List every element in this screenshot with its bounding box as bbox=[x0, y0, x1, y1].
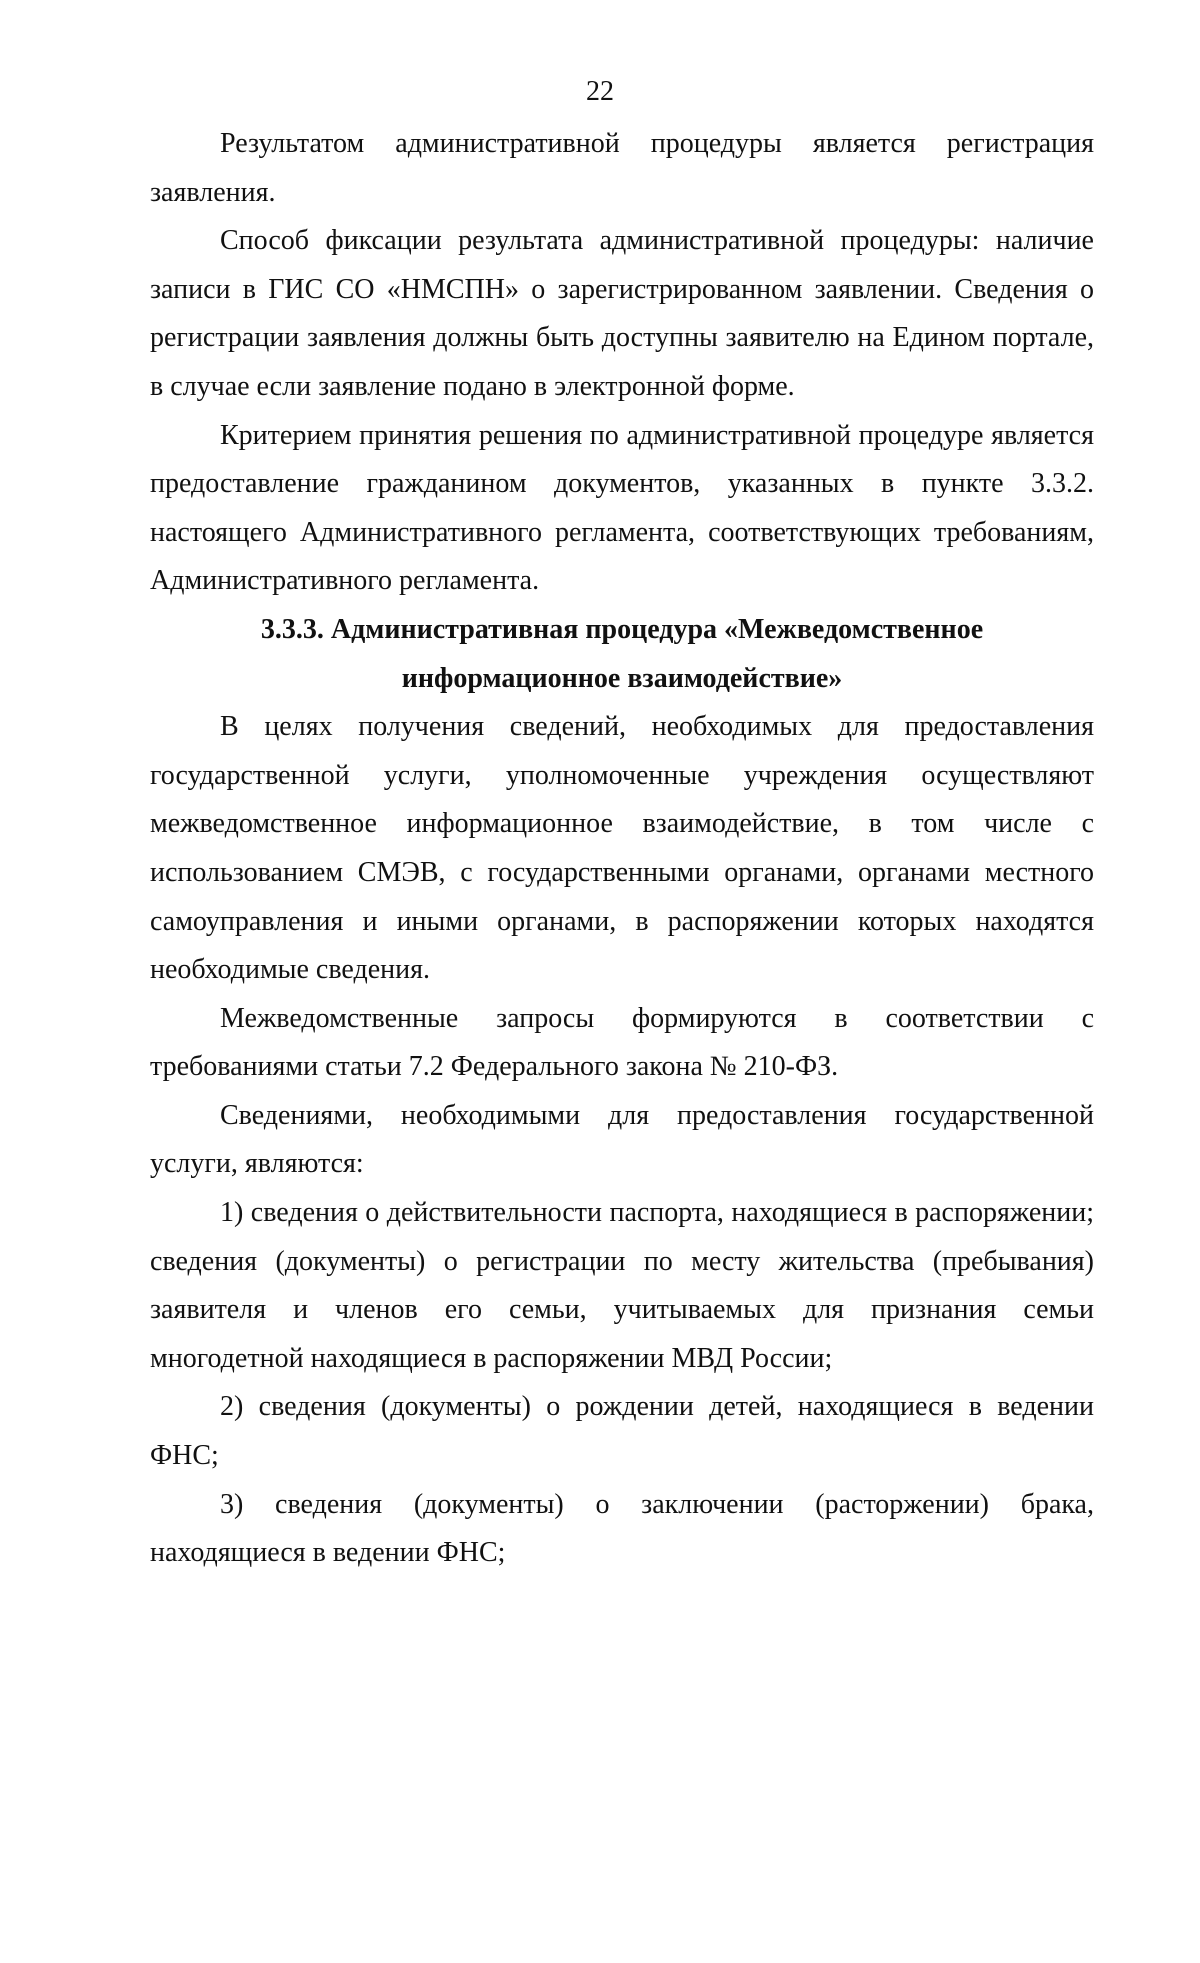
paragraph-interagency-requests: Межведомственные запросы формируются в соответствии с требованиями статьи 7.2 Федерального закона № 210-ФЗ. bbox=[150, 1002, 1094, 1083]
paragraph-interagency-purpose: В целях получения сведений, необходимых для предоставления государственной услуги, уполномоченные учреждения осуществляют межведомственное информационное взаимодействие, в том числе с использованием СМЭВ, с государственными органами, органами местного самоуправления и иными органами, в распоряжении которых находятся необходимые сведения. bbox=[150, 711, 1094, 986]
paragraph-required-info-intro: Сведениями, необходимыми для предоставления государственной услуги, являются: bbox=[150, 1099, 1094, 1180]
document-body bbox=[150, 120, 1094, 1578]
page-number: 22 bbox=[586, 76, 614, 107]
section-heading bbox=[150, 606, 1094, 703]
list-item-birth-records: 2) сведения (документы) о рождении детей, находящиеся в ведении ФНС; bbox=[150, 1391, 1094, 1472]
list-item-marriage-records: 3) сведения (документы) о заключении (расторжении) брака, находящиеся в ведении ФНС; bbox=[150, 1488, 1094, 1569]
list-item-passport-registration: 1) сведения о действительности паспорта, находящиеся в распоряжении; сведения (документы) о регистрации по месту жительства (пребывания) заявителя и членов его семьи, учитываемых для признания семьи многодетной находящиеся в распоряжении МВД России; bbox=[150, 1197, 1094, 1374]
paragraph-decision-criterion: Критерием принятия решения по административной процедуре является предоставление гражданином документов, указанных в пункте 3.3.2. настоящего Административного регламента, соответствующих требованиям, Административного регламента. bbox=[150, 419, 1094, 597]
paragraph-fixation-method: Способ фиксации результата административной процедуры: наличие записи в ГИС СО «НМСПН» о зарегистрированном заявлении. Сведения о регистрации заявления должны быть доступны заявителю на Едином портале, в случае если заявление подано в электронной форме. bbox=[150, 225, 1094, 402]
paragraph-result: Результатом административной процедуры является регистрация заявления. bbox=[150, 128, 1094, 208]
section-heading-line-2: информационное взаимодействие» bbox=[401, 662, 843, 694]
section-heading-line-1: 3.3.3. Административная процедура «Межведомственное bbox=[260, 613, 984, 645]
